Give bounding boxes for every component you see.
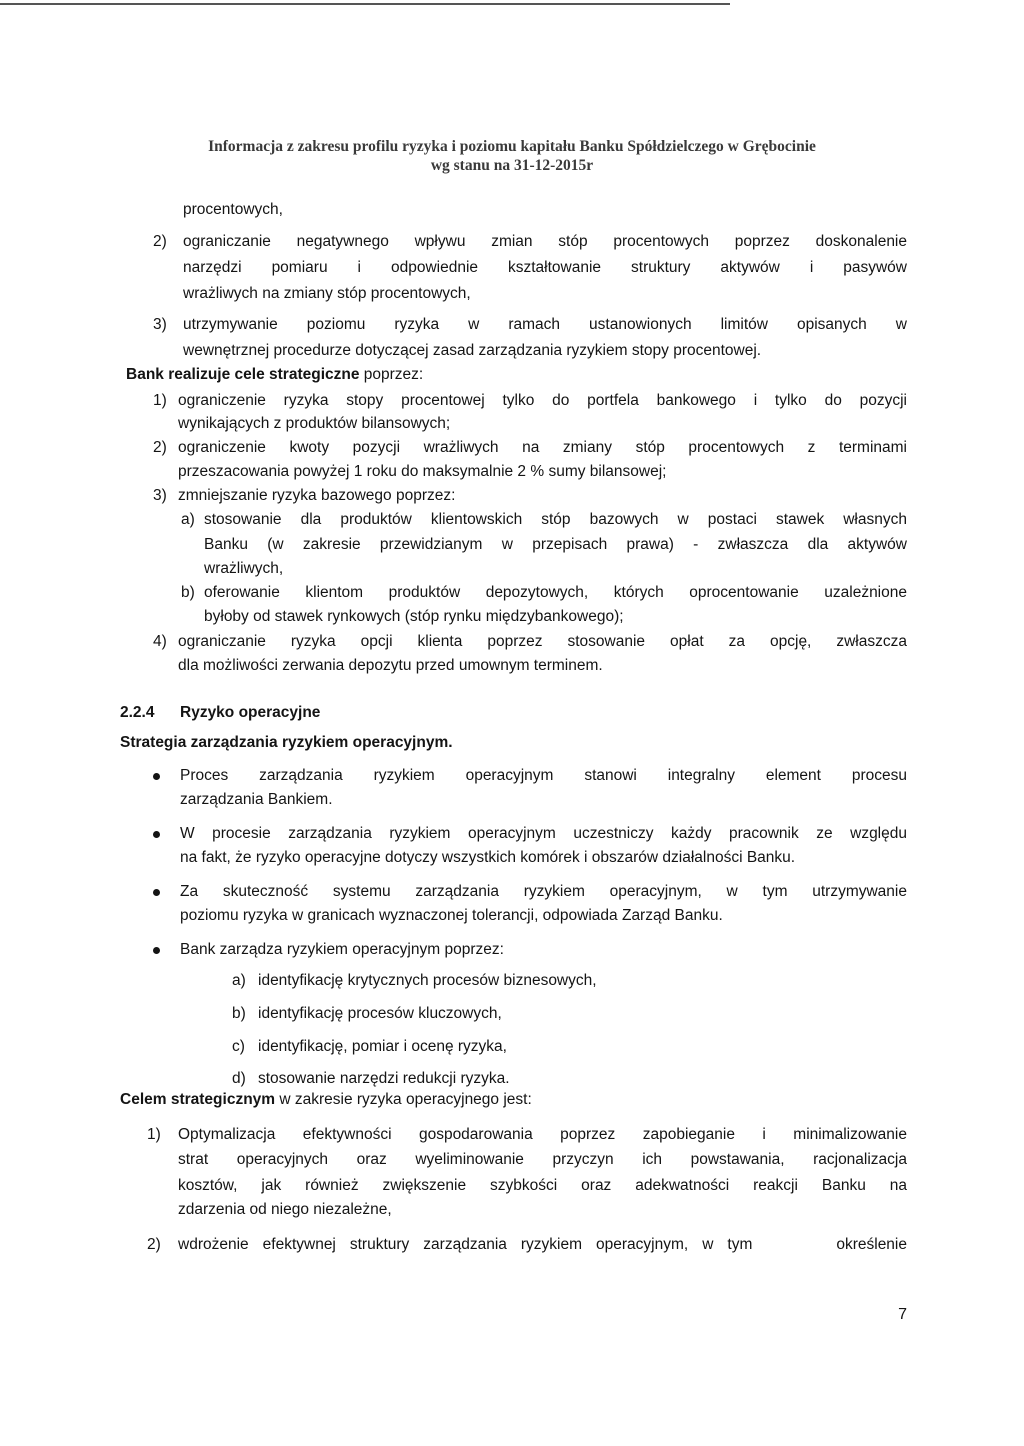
list-item-line: przeszacowania powyżej 1 roku do maksymalnie 2 % sumy bilansowej; — [178, 463, 667, 480]
header-title: Informacja z zakresu profilu ryzyka i poziomu kapitału Banku Spółdzielczego w Grębocinie — [208, 138, 816, 155]
list-item-line: ograniczenie ryzyka stopy procentowej tylko do portfela bankowego i tylko do pozycji — [178, 392, 907, 409]
sub-item-text: identyfikację, pomiar i ocenę ryzyka, — [258, 1038, 507, 1055]
list-item-line: zdarzenia od niego niezależne, — [178, 1201, 392, 1218]
list-item-line: dla możliwości zerwania depozytu przed umownym terminem. — [178, 657, 603, 674]
list-item-number: b) — [181, 584, 195, 601]
list-item-number: 2) — [153, 233, 167, 250]
list-item-number: 1) — [153, 392, 167, 409]
list-item-line: stosowanie dla produktów klientowskich stóp bazowych w postaci stawek własnych — [204, 511, 907, 528]
bold-phrase: Celem strategicznym — [120, 1091, 276, 1108]
top-rule — [0, 3, 730, 5]
list-item-number: a) — [181, 511, 195, 528]
list-item-line: wdrożenie efektywnej struktury zarządzania ryzykiem operacyjnym, w tym określenie — [178, 1236, 907, 1253]
bullet-line: Bank zarządza ryzykiem operacyjnym poprzez: — [180, 941, 504, 958]
bullet-line: Za skuteczność systemu zarządzania ryzykiem operacyjnym, w tym utrzymywanie — [180, 883, 907, 900]
list-item-line: wewnętrznej procedurze dotyczącej zasad zarządzania ryzykiem stopy procentowej. — [183, 342, 762, 359]
bold-phrase: Bank realizuje cele strategiczne — [126, 366, 360, 383]
sub-item-text: stosowanie narzędzi redukcji ryzyka. — [258, 1070, 510, 1087]
list-item-line: Banku (w zakresie przewidzianym w przepisach prawa) - zwłaszcza dla aktywów — [204, 536, 907, 553]
section-title: Ryzyko operacyjne — [180, 704, 321, 721]
list-item-line: ograniczanie ryzyka opcji klienta poprzez stosowanie opłat za opcję, zwłaszcza — [178, 633, 907, 650]
sub-item-text: identyfikację procesów kluczowych, — [258, 1005, 502, 1022]
phrase-rest: w zakresie ryzyka operacyjnego jest: — [275, 1091, 532, 1108]
list-item-line: utrzymywanie poziomu ryzyka w ramach ustanowionych limitów opisanych w — [183, 316, 907, 333]
list-item-line: narzędzi pomiaru i odpowiednie kształtowanie struktury aktywów i pasywów — [183, 259, 907, 276]
bullet-dot-icon — [153, 831, 160, 838]
header-date: wg stanu na 31-12-2015r — [430, 157, 594, 174]
sub-item-letter: a) — [232, 972, 246, 989]
list-item-number: 4) — [153, 633, 167, 650]
page-header — [0, 137, 1024, 175]
bullet-dot-icon — [153, 773, 160, 780]
page-number: 7 — [898, 1306, 907, 1323]
list-item-line: byłoby od stawek rynkowych (stóp rynku międzybankowego); — [204, 608, 624, 625]
bullet-dot-icon — [153, 947, 160, 954]
list-item-line: wrażliwych, — [204, 560, 284, 577]
bullet-line: na fakt, że ryzyko operacyjne dotyczy wszystkich komórek i obszarów działalności Banku. — [180, 849, 796, 866]
sub-item-letter: b) — [232, 1005, 246, 1022]
sub-item-letter: c) — [232, 1038, 245, 1055]
bullet-line: Proces zarządzania ryzykiem operacyjnym stanowi integralny element procesu — [180, 767, 907, 784]
list-item-number: 2) — [153, 439, 167, 456]
bank-goals-intro — [126, 365, 423, 385]
list-item-line: ograniczanie negatywnego wpływu zmian stóp procentowych poprzez doskonalenie — [183, 233, 907, 250]
strategy-heading: Strategia zarządzania ryzykiem operacyjnym. — [120, 734, 453, 751]
sub-item-letter: d) — [232, 1070, 246, 1087]
bullet-dot-icon — [153, 889, 160, 896]
bullet-line: zarządzania Bankiem. — [180, 791, 333, 808]
bullet-line: poziomu ryzyka w granicach wyznaczonej tolerancji, odpowiada Zarząd Banku. — [180, 907, 723, 924]
sub-item-text: identyfikację krytycznych procesów biznesowych, — [258, 972, 597, 989]
strategic-goal-intro — [120, 1090, 532, 1110]
list-item-line: strat operacyjnych oraz wyeliminowanie przyczyn ich powstawania, racjonalizacja — [178, 1151, 907, 1168]
list-item-line: oferowanie klientom produktów depozytowych, których oprocentowanie uzależnione — [204, 584, 907, 601]
list-item-number: 3) — [153, 316, 167, 333]
bullet-line: W procesie zarządzania ryzykiem operacyjnym uczestniczy każdy pracownik ze względu — [180, 825, 907, 842]
list-item-number: 2) — [147, 1236, 161, 1253]
list-item-line: wrażliwych na zmiany stóp procentowych, — [183, 285, 471, 302]
list-item-line: Optymalizacja efektywności gospodarowania poprzez zapobieganie i minimalizowanie — [178, 1126, 907, 1143]
list-item-line: ograniczenie kwoty pozycji wrażliwych na zmiany stóp procentowych z terminami — [178, 439, 907, 456]
list-item-line: zmniejszanie ryzyka bazowego poprzez: — [178, 487, 456, 504]
phrase-rest: poprzez: — [359, 366, 424, 383]
list-item-line: wynikających z produktów bilansowych; — [178, 415, 451, 432]
list-item-number: 1) — [147, 1126, 161, 1143]
list-item-line: kosztów, jak również zwiększenie szybkości oraz adekwatności reakcji Banku na — [178, 1177, 907, 1194]
intro-tail: procentowych, — [183, 201, 283, 218]
list-item-number: 3) — [153, 487, 167, 504]
section-number: 2.2.4 — [120, 704, 155, 721]
